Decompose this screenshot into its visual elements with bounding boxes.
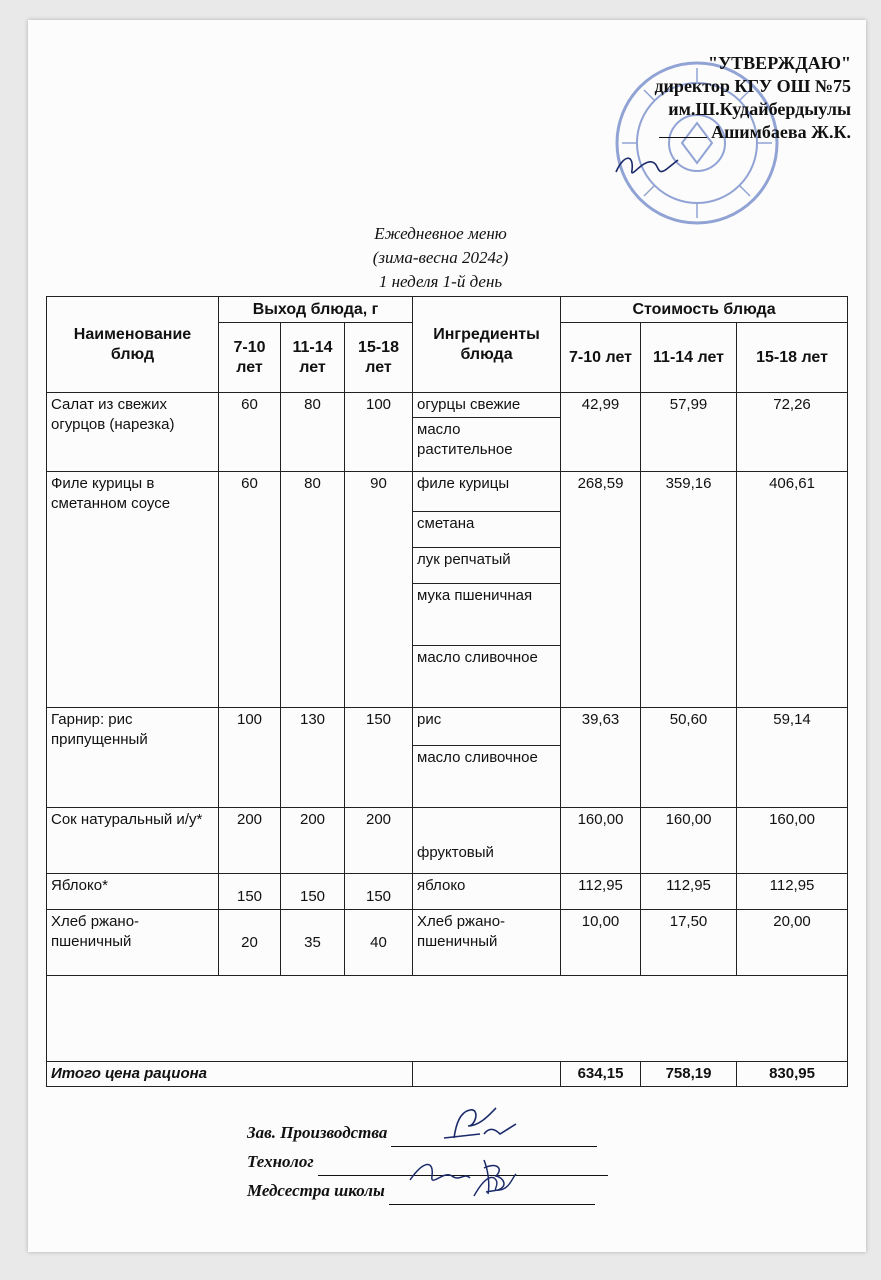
- output-value: 90: [345, 472, 413, 708]
- header-output: Выход блюда, г: [219, 297, 413, 323]
- ingredient: лук репчатый: [413, 548, 561, 584]
- output-value: 150: [345, 874, 413, 910]
- cost-value: 406,61: [737, 472, 848, 708]
- output-value: 150: [345, 708, 413, 808]
- total-label: Итого цена рациона: [47, 1062, 413, 1087]
- cost-value: 72,26: [737, 393, 848, 472]
- cost-value: 112,95: [561, 874, 641, 910]
- table-row: [47, 874, 848, 910]
- signature-line: [659, 137, 707, 138]
- cost-value: 160,00: [561, 808, 641, 874]
- output-value: 60: [219, 472, 281, 708]
- header-cost-age: 7-10 лет: [561, 323, 641, 393]
- output-value: 80: [281, 472, 345, 708]
- empty-cell: [47, 976, 848, 1062]
- nurse-signature: [470, 1170, 520, 1200]
- output-value: 130: [281, 708, 345, 808]
- production-label: Зав. Производства: [247, 1123, 388, 1142]
- director-name: Ашимбаева Ж.К.: [711, 122, 851, 142]
- output-value: 20: [219, 910, 281, 976]
- header-cost-age: 11-14 лет: [641, 323, 737, 393]
- menu-title: [0, 222, 881, 294]
- nurse-label: Медсестра школы: [247, 1181, 385, 1200]
- director-signature: [612, 150, 682, 184]
- table-row: [47, 910, 848, 976]
- output-value: 150: [219, 874, 281, 910]
- header-output-age: 15-18 лет: [345, 323, 413, 393]
- title-line-1: Ежедневное меню: [374, 224, 507, 243]
- header-dish: Наименование блюд: [47, 297, 219, 393]
- cost-value: 20,00: [737, 910, 848, 976]
- dish-name: Гарнир: рис припущенный: [47, 708, 219, 808]
- header-output-age: 11-14 лет: [281, 323, 345, 393]
- ingredient: масло сливочное: [413, 646, 561, 708]
- cost-value: 57,99: [641, 393, 737, 472]
- ingredient: яблоко: [413, 874, 561, 910]
- ingredient: масло растительное: [413, 418, 561, 472]
- output-value: 40: [345, 910, 413, 976]
- title-line-2: (зима-весна 2024г): [372, 248, 509, 267]
- ingredient: Хлеб ржано-пшеничный: [413, 910, 561, 976]
- cost-value: 59,14: [737, 708, 848, 808]
- approval-heading: "УТВЕРЖДАЮ": [707, 53, 851, 73]
- dish-name: Хлеб ржано-пшеничный: [47, 910, 219, 976]
- header-output-age: 7-10 лет: [219, 323, 281, 393]
- dish-name: Салат из свежих огурцов (нарезка): [47, 393, 219, 472]
- output-value: 100: [219, 708, 281, 808]
- ingredient: фруктовый: [413, 808, 561, 874]
- cost-value: 160,00: [737, 808, 848, 874]
- signature-row-production: [247, 1118, 608, 1147]
- approval-school-name: им.Ш.Кудайбердыулы: [668, 99, 851, 119]
- title-line-3: 1 неделя 1-й день: [378, 272, 503, 291]
- table-row: [47, 808, 848, 874]
- output-value: 80: [281, 393, 345, 472]
- ingredient: мука пшеничная: [413, 584, 561, 646]
- dish-name: Филе курицы в сметанном соусе: [47, 472, 219, 708]
- output-value: 200: [219, 808, 281, 874]
- approval-signature-row: [654, 121, 851, 144]
- ingredient: филе курицы: [413, 472, 561, 512]
- ingredient: сметана: [413, 512, 561, 548]
- menu-table: [46, 296, 848, 1087]
- cost-value: 160,00: [641, 808, 737, 874]
- header-cost-age: 15-18 лет: [737, 323, 848, 393]
- ingredient: огурцы свежие: [413, 393, 561, 418]
- cost-value: 359,16: [641, 472, 737, 708]
- dish-name: Яблоко*: [47, 874, 219, 910]
- output-value: 100: [345, 393, 413, 472]
- ingredient: рис: [413, 708, 561, 746]
- approval-position: директор КГУ ОШ №75: [654, 76, 851, 96]
- cost-value: 39,63: [561, 708, 641, 808]
- output-value: 60: [219, 393, 281, 472]
- cost-value: 268,59: [561, 472, 641, 708]
- technologist-label: Технолог: [247, 1152, 314, 1171]
- production-signature: [440, 1104, 520, 1144]
- table-row: [47, 708, 848, 746]
- table-row: [47, 393, 848, 418]
- approval-block: [654, 52, 851, 144]
- empty-row: [47, 976, 848, 1062]
- ingredient: масло сливочное: [413, 746, 561, 808]
- cost-value: 112,95: [737, 874, 848, 910]
- output-value: 200: [281, 808, 345, 874]
- output-value: 150: [281, 874, 345, 910]
- total-empty-cell: [413, 1062, 561, 1087]
- cost-value: 10,00: [561, 910, 641, 976]
- total-cost: 758,19: [641, 1062, 737, 1087]
- header-ingredients: Ингредиенты блюда: [413, 297, 561, 393]
- output-value: 200: [345, 808, 413, 874]
- output-value: 35: [281, 910, 345, 976]
- dish-name: Сок натуральный и/у*: [47, 808, 219, 874]
- cost-value: 17,50: [641, 910, 737, 976]
- header-cost: Стоимость блюда: [561, 297, 848, 323]
- total-cost: 830,95: [737, 1062, 848, 1087]
- cost-value: 50,60: [641, 708, 737, 808]
- total-row: [47, 1062, 848, 1087]
- table-row: [47, 472, 848, 512]
- cost-value: 42,99: [561, 393, 641, 472]
- total-cost: 634,15: [561, 1062, 641, 1087]
- cost-value: 112,95: [641, 874, 737, 910]
